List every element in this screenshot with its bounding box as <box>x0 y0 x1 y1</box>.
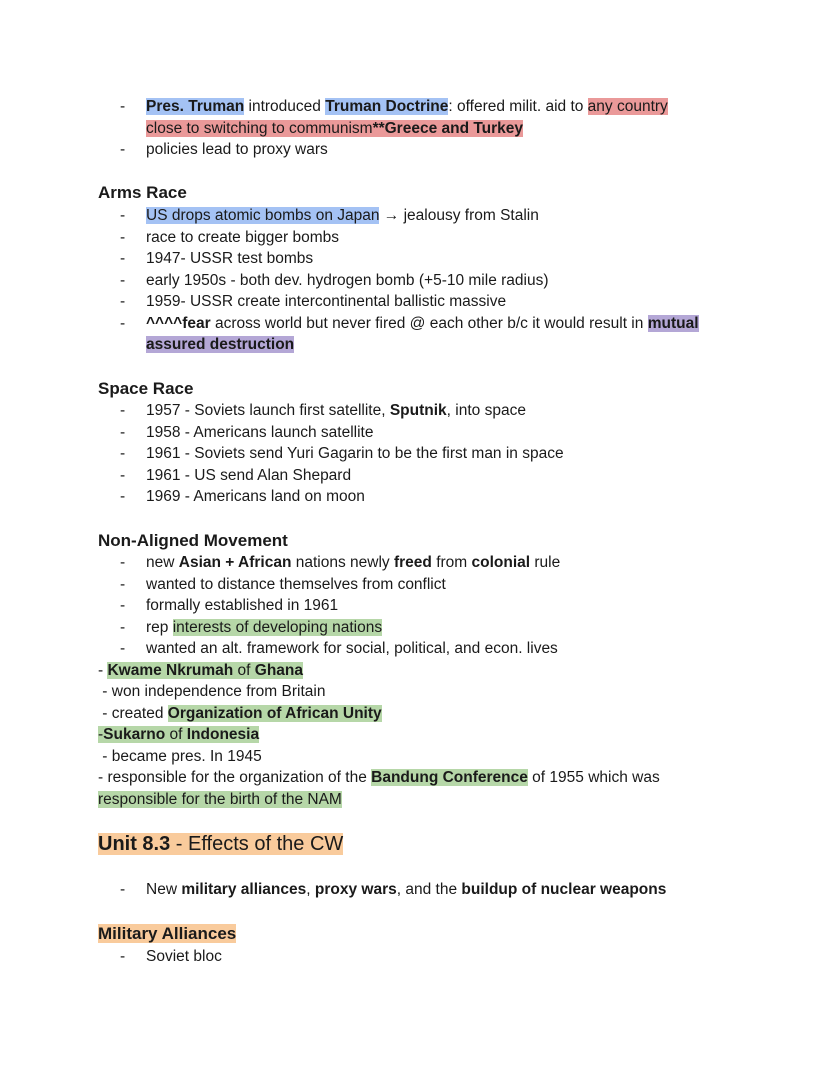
highlight-mutual: mutual <box>647 315 699 332</box>
bullet-dash: - <box>120 98 126 115</box>
document-page: - Pres. Truman introduced Truman Doctrine: offered milit. aid to any country close to switching to communism**Greece and Turkey - policies lead to proxy wars Arms Race - US drops atomic bombs on Japan → jealousy from Stalin - race to create bigger bombs - 1947- USSR test bombs - early 1950s - both dev. hydrogen bomb (+5-10 mile radius) - 1959- USSR create intercontinental ballistic massive - ^^^^fear across world but never fired @ each other b/c it would result in mutual assured destruction Space Race - 1957 - Soviets launch first satellite, Sputnik, into space - 1958 - Americans launch satellite - 1961 - Soviets send Yuri Gagarin to be the first man in space - 1961 - US send Alan Shepard - 1969 - Americans land on moon Non-Aligned Movement - new Asian + African nations newly freed from colonial rule - wanted to distance themselves from conflict - formally established in 1961 - rep interests of developing nations - wanted an alt. framework for social, political, and econ. lives - Kwame Nkrumah of Ghana - won independence from Britain - created Organization of African Unity -Sukarno of Indonesia - became pres. In 1945 - responsible for the organization of the Bandung Conference of 1955 which was responsible for the birth of the NAM Unit 8.3 - Effects of the CW - New military alliances, proxy wars, and the buildup of nuclear weapons Military Alliances - Soviet bloc <box>98 98 699 965</box>
highlight-unit-heading: Unit 8.3 - Effects of the CW <box>98 833 344 855</box>
highlight-close-to-communism: close to switching to communism**Greece and Turkey <box>146 120 524 137</box>
highlight-oau: Organization of African Unity <box>167 705 382 722</box>
highlight-atomic-bombs: US drops atomic bombs on Japan <box>146 207 380 224</box>
highlight-any-country: any country <box>587 98 668 115</box>
highlight-truman-doctrine: Truman Doctrine <box>325 98 449 115</box>
highlight-assured-destruction: assured destruction <box>146 336 295 353</box>
highlight-birth-of-nam: responsible for the birth of the NAM <box>98 791 342 808</box>
highlight-developing-nations: interests of developing nations <box>172 619 383 636</box>
highlight-pres-truman: Pres. Truman <box>146 98 245 115</box>
highlight-nkrumah-ghana: Kwame Nkrumah of Ghana <box>107 662 304 679</box>
highlight-bandung-conference: Bandung Conference <box>371 769 528 786</box>
highlight-military-alliances: Military Alliances <box>98 924 237 943</box>
highlight-sukarno-indonesia: -Sukarno of Indonesia <box>98 726 260 743</box>
